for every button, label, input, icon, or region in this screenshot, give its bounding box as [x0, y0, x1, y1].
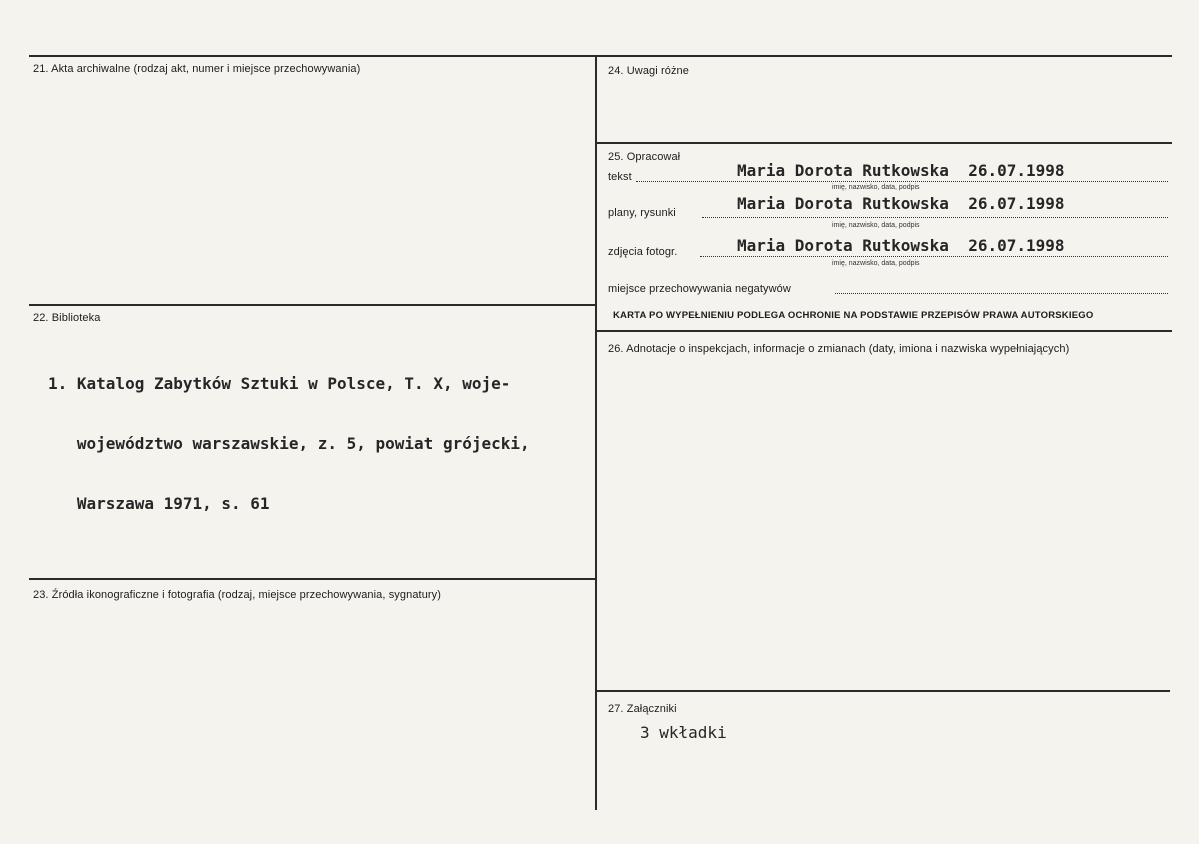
bibliography-line: Warszawa 1971, s. 61: [48, 494, 270, 513]
negatives-dotted-line: [835, 293, 1168, 294]
section-25-label: 25. Opracował: [608, 151, 681, 163]
plany-rysunki-dotted-line: [702, 217, 1168, 218]
plany-rysunki-hint: imię, nazwisko, data, podpis: [832, 222, 920, 229]
rule-22-23: [29, 578, 595, 580]
bibliography-entry: [48, 336, 530, 554]
center-divider: [595, 55, 597, 810]
tekst-hint: imię, nazwisko, data, podpis: [832, 184, 920, 191]
attachments-value: 3 wkładki: [640, 723, 727, 742]
zdjecia-label: zdjęcia fotogr.: [608, 246, 678, 258]
section-26-label: 26. Adnotacje o inspekcjach, informacje o zmianach (daty, imiona i nazwiska wypełniających): [608, 343, 1070, 355]
rule-26-27: [597, 690, 1170, 692]
zdjecia-value: Maria Dorota Rutkowska 26.07.1998: [737, 236, 1065, 255]
rule-24-25: [597, 142, 1172, 144]
section-23-label: 23. Źródła ikonograficzne i fotografia (rodzaj, miejsce przechowywania, sygnatury): [33, 589, 442, 601]
tekst-value: Maria Dorota Rutkowska 26.07.1998: [737, 161, 1065, 180]
section-27-label: 27. Załączniki: [608, 703, 677, 715]
plany-rysunki-label: plany, rysunki: [608, 207, 676, 219]
bibliography-line: województwo warszawskie, z. 5, powiat grójecki,: [48, 434, 530, 453]
section-22-label: 22. Biblioteka: [33, 312, 101, 324]
section-21-label: 21. Akta archiwalne (rodzaj akt, numer i miejsce przechowywania): [33, 63, 361, 75]
rule-21-22: [29, 304, 595, 306]
section-24-label: 24. Uwagi różne: [608, 65, 689, 77]
negatives-label: miejsce przechowywania negatywów: [608, 283, 791, 295]
top-rule: [29, 55, 1172, 57]
zdjecia-hint: imię, nazwisko, data, podpis: [832, 260, 920, 267]
plany-rysunki-value: Maria Dorota Rutkowska 26.07.1998: [737, 194, 1065, 213]
tekst-dotted-line: [636, 181, 1168, 182]
copyright-notice: KARTA PO WYPEŁNIENIU PODLEGA OCHRONIE NA PODSTAWIE PRZEPISÓW PRAWA AUTORSKIEGO: [613, 310, 1094, 321]
tekst-label: tekst: [608, 171, 632, 183]
rule-25-26: [597, 330, 1172, 332]
zdjecia-dotted-line: [700, 256, 1168, 257]
bibliography-line: 1. Katalog Zabytków Sztuki w Polsce, T. X, woje-: [48, 374, 511, 393]
